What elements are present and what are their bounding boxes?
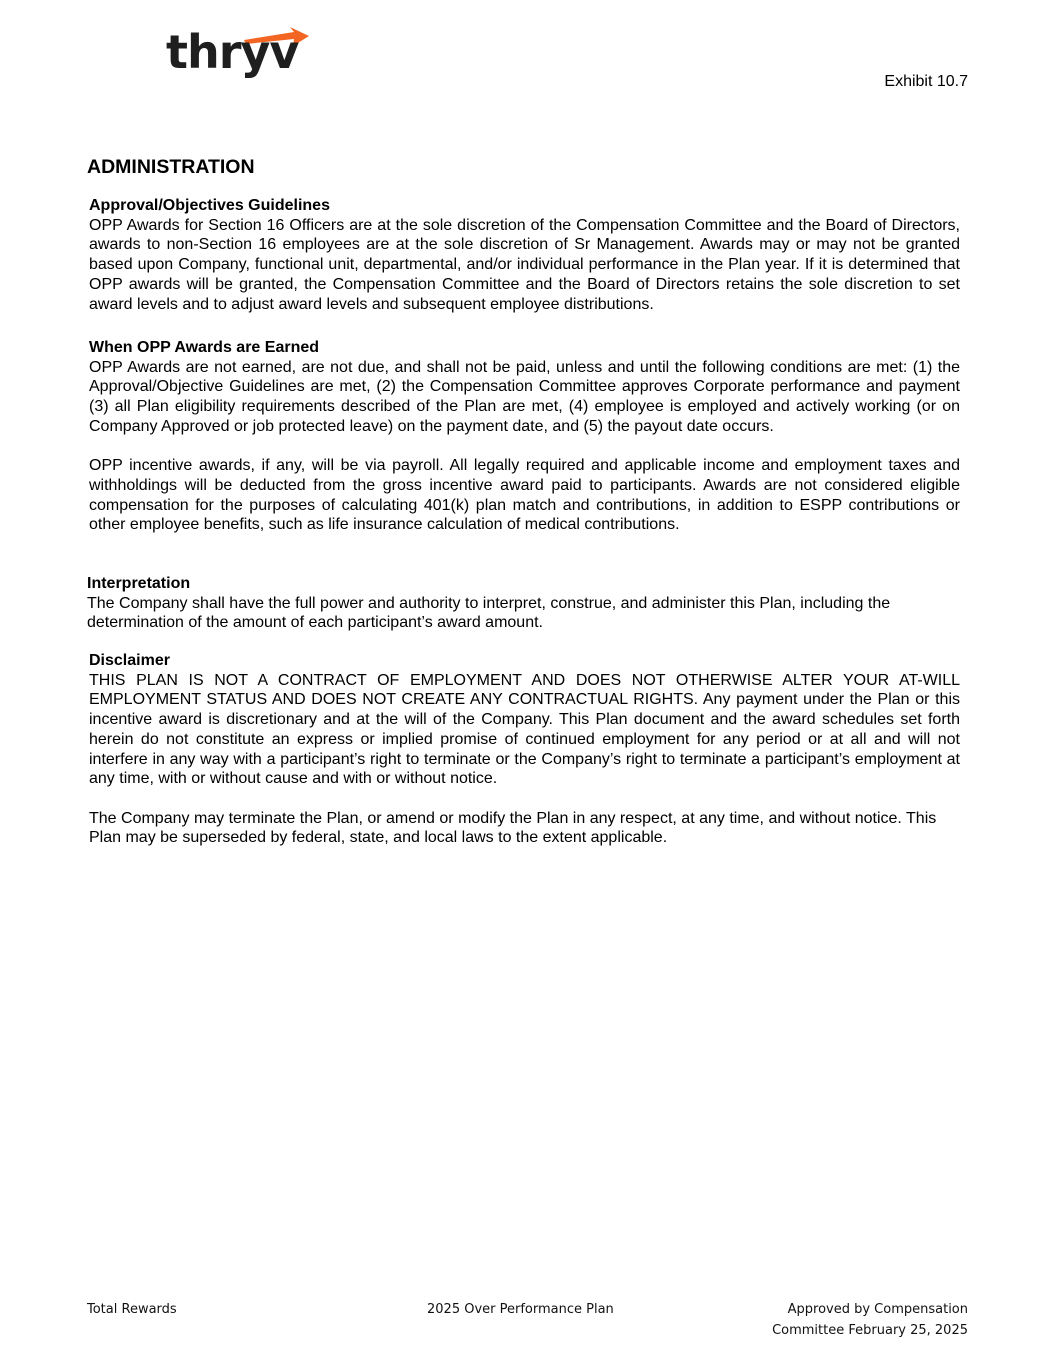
paragraph: The Company shall have the full power and authority to interpret, construe, and administer this Plan, including the determination of the amount of each participant’s award amount. [87, 594, 891, 632]
footer-center: 2025 Over Performance Plan [427, 1302, 614, 1317]
paragraph: OPP incentive awards, if any, will be via payroll. All legally required and applicable income and employment taxes and withholdings will be deducted from the gross incentive award paid to participants. Awards are not considered eligible compensation for the purposes of calculating 401(k) plan match and contributions, in addition to ESPP contributions or other employee benefits, such as life insurance calculation of medical contributions. [89, 457, 960, 534]
section-heading: When OPP Awards are Earned [89, 339, 320, 356]
paragraph: The Company may terminate the Plan, or amend or modify the Plan in any respect, at any time, and without notice. This Plan may be superseded by federal, state, and local laws to the extent applicable. [89, 809, 937, 847]
paragraph: OPP Awards are not earned, are not due, and shall not be paid, unless and until the following conditions are met: (1) the Approval/Objective Guidelines are met, (2) the Compensation Committee approves Corporate performance and payment (3) all Plan eligibility requirements described of the Plan are met, (4) employee is employed and actively working (or on Company Approved or job protected leave) on the payment date, and (5) the payout date occurs. [89, 358, 960, 435]
section-disclaimer [89, 651, 960, 848]
footer-right-line1: Approved by Compensation [787, 1302, 968, 1317]
section-heading: Disclaimer [89, 652, 170, 669]
section-approval-guidelines [89, 196, 960, 314]
paragraph: OPP Awards for Section 16 Officers are at the sole discretion of the Compensation Committee and the Board of Directors, awards to non-Section 16 employees are at the sole discretion of Sr Management. Awards may or may not be granted based upon Company, functional unit, departmental, and/or individual performance in the Plan year. If it is determined that OPP awards will be granted, the Compensation Committee and the Board of Directors retains the sole discretion to set award levels and to adjust award levels and subsequent employee distributions. [89, 216, 960, 313]
footer-left: Total Rewards [87, 1302, 177, 1317]
section-title: ADMINISTRATION [87, 156, 255, 178]
thryv-logo [166, 24, 312, 86]
exhibit-number: Exhibit 10.7 [884, 73, 968, 90]
section-heading: Interpretation [87, 575, 191, 592]
section-when-earned [89, 338, 960, 535]
paragraph: THIS PLAN IS NOT A CONTRACT OF EMPLOYMENT AND DOES NOT OTHERWISE ALTER YOUR AT-WILL EMPLOYMENT STATUS AND DOES NOT CREATE ANY CONTRACTUAL RIGHTS. Any payment under the Plan or this incentive award is discretionary and at the will of the Company. This Plan document and the award schedules set forth herein do not constitute an express or implied promise of continued employment for any period or at all and will not interfere in any way with a participant’s right to terminate or the Company’s right to terminate a participant’s employment at any time, with or without cause and with or without notice. [89, 671, 960, 788]
section-interpretation [87, 574, 960, 633]
section-heading: Approval/Objectives Guidelines [89, 197, 330, 214]
logo-text: thryv [166, 25, 299, 79]
footer-right [772, 1299, 968, 1341]
footer-right-line2: Committee February 25, 2025 [772, 1323, 968, 1338]
